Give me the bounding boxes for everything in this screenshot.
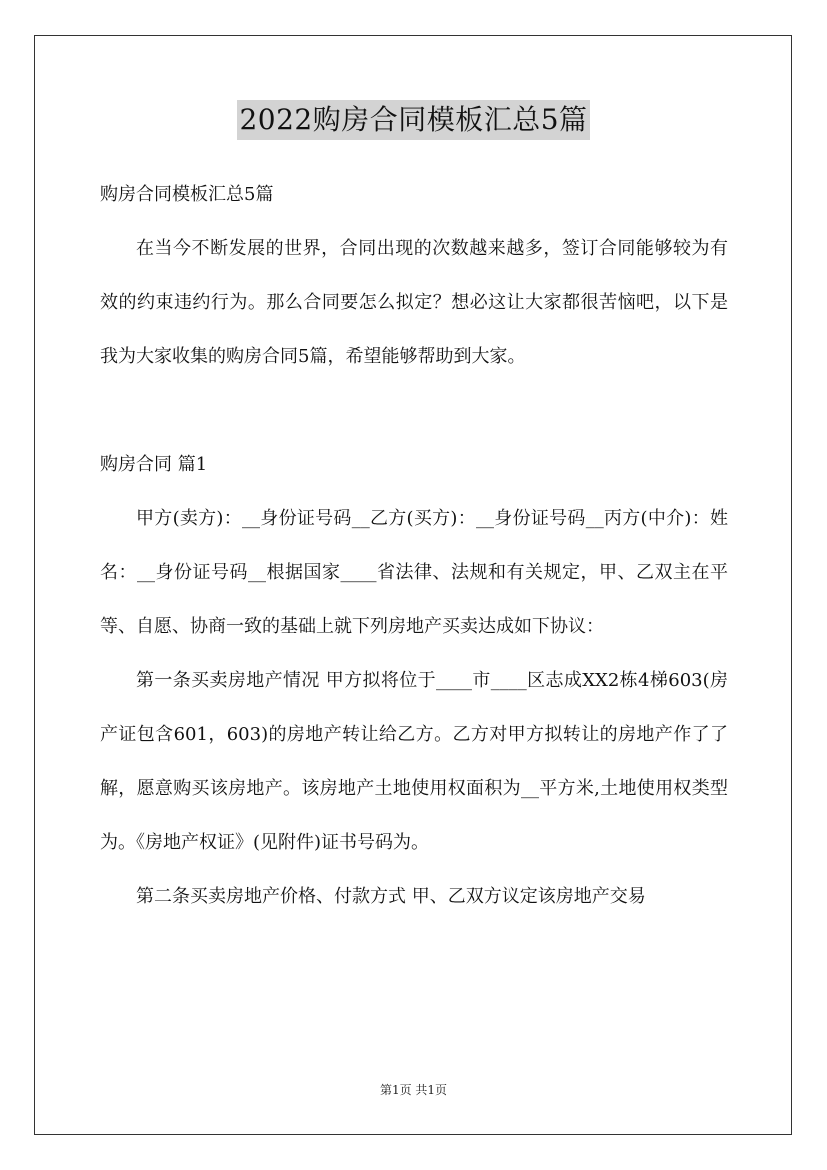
intro-paragraph: 在当今不断发展的世界，合同出现的次数越来越多，签订合同能够较为有效的约束违约行为。那么合同要怎么拟定？想必这让大家都很苦恼吧，以下是我为大家收集的购房合同5篇，希望能够帮助到大家。 (100, 238, 728, 367)
document-body (100, 168, 728, 924)
document-subtitle: 购房合同模板汇总5篇 (100, 184, 274, 205)
document-title: 2022购房合同模板汇总5篇 (237, 100, 589, 140)
article-1-paragraph: 第一条买卖房地产情况 甲方拟将位于____市____区志成XX2栋4梯603(房产证包含601，603)的房地产转让给乙方。乙方对甲方拟转让的房地产作了了解，愿意购买该房地产。该房地产土地使用权面积为__平方米,土地使用权类型为。《房地产权证》(见附件)证书号码为。 (100, 670, 728, 853)
section-heading: 购房合同 篇1 (100, 454, 208, 475)
page-footer: 第1页 共1页 (379, 1083, 448, 1097)
article-2-paragraph: 第二条买卖房地产价格、付款方式 甲、乙双方议定该房地产交易 (136, 886, 646, 907)
title-container (0, 100, 827, 140)
contract-parties-paragraph: 甲方(卖方)：__身份证号码__乙方(买方)：__身份证号码__丙方(中介)：姓名：__身份证号码__根据国家____省法律、法规和有关规定，甲、乙双主在平等、自愿、协商一致的基础上就下列房地产买卖达成如下协议： (100, 508, 728, 637)
paragraph-gap (100, 384, 728, 438)
